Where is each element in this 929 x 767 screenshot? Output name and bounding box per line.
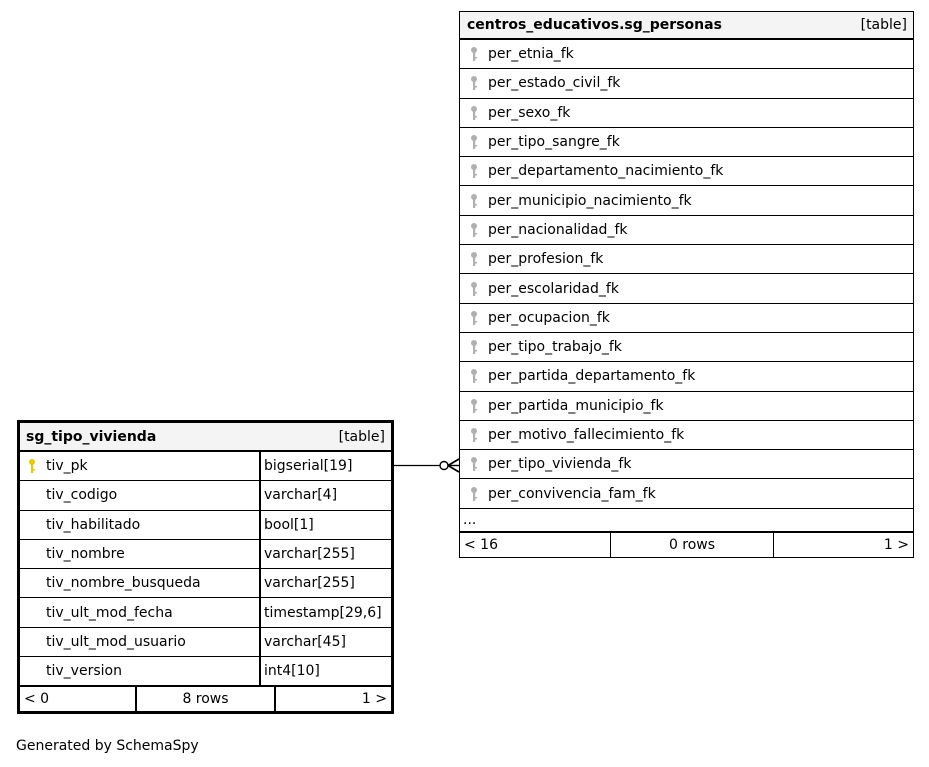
column-name: per_partida_municipio_fk [488, 397, 664, 414]
foreign-key-icon [468, 398, 480, 414]
table-footer [460, 533, 913, 557]
row-count: 0 rows [611, 533, 774, 557]
no-key-spacer [26, 663, 38, 679]
column-name: tiv_nombre [46, 546, 125, 563]
foreign-key-icon [468, 193, 480, 209]
column-row[interactable] [460, 186, 913, 215]
column-row[interactable] [460, 245, 913, 274]
generated-by-note: Generated by SchemaSpy [16, 738, 199, 754]
column-row[interactable] [20, 569, 391, 598]
column-row[interactable] [460, 450, 913, 479]
crows-foot-lower [448, 466, 459, 473]
child-count: 1 > [361, 691, 387, 708]
column-row[interactable] [20, 628, 391, 657]
foreign-key-icon [468, 46, 480, 62]
column-name: per_departamento_nacimiento_fk [488, 163, 724, 180]
column-name: tiv_version [46, 663, 122, 680]
column-row[interactable] [460, 421, 913, 450]
column-row[interactable] [20, 481, 391, 510]
column-row[interactable] [460, 304, 913, 333]
column-name: tiv_habilitado [46, 516, 141, 533]
column-name: per_municipio_nacimiento_fk [488, 192, 692, 209]
column-name-cell [20, 540, 261, 568]
column-row[interactable] [460, 274, 913, 303]
table-type-label: [table] [338, 428, 385, 445]
foreign-key-icon [468, 281, 480, 297]
no-key-spacer [26, 546, 38, 562]
column-name: tiv_codigo [46, 487, 118, 504]
zero-cardinality-circle [440, 462, 448, 470]
column-type: varchar[4] [264, 487, 338, 504]
column-name: tiv_ult_mod_fecha [46, 604, 173, 621]
foreign-key-icon [468, 456, 480, 472]
row-count: 8 rows [137, 687, 276, 711]
column-row[interactable] [460, 362, 913, 391]
foreign-key-icon [468, 368, 480, 384]
table-header [20, 423, 391, 452]
column-name-cell [20, 657, 261, 685]
column-name: per_tipo_sangre_fk [488, 134, 620, 151]
no-key-spacer [26, 517, 38, 533]
relationship-connector[interactable] [392, 455, 462, 477]
column-type: bool[1] [264, 516, 314, 533]
table-type-label: [table] [860, 17, 907, 33]
column-name: per_estado_civil_fk [488, 75, 621, 92]
table-title: centros_educativos.sg_personas [467, 17, 722, 33]
column-type: varchar[255] [264, 575, 355, 592]
column-row[interactable] [20, 657, 391, 686]
column-row[interactable] [460, 157, 913, 186]
column-type: varchar[45] [264, 633, 346, 650]
foreign-key-icon [468, 222, 480, 238]
column-name: per_tipo_vivienda_fk [488, 456, 632, 473]
table-header [460, 12, 913, 40]
column-type: varchar[255] [264, 546, 355, 563]
parent-count: < 16 [460, 533, 611, 557]
foreign-key-icon [468, 310, 480, 326]
foreign-key-icon [468, 251, 480, 267]
column-row[interactable] [460, 479, 913, 508]
column-row[interactable] [460, 128, 913, 157]
parent-count: < 0 [20, 687, 137, 711]
column-row[interactable] [20, 540, 391, 569]
table-title: sg_tipo_vivienda [26, 428, 157, 445]
column-name-cell [20, 511, 261, 539]
foreign-key-icon [468, 134, 480, 150]
no-key-spacer [26, 575, 38, 591]
column-name: per_escolaridad_fk [488, 280, 619, 297]
crows-foot-upper [448, 459, 459, 466]
column-row[interactable] [20, 598, 391, 627]
column-name: tiv_pk [46, 458, 88, 475]
column-name-cell [20, 628, 261, 656]
column-row[interactable] [20, 511, 391, 540]
foreign-key-icon [468, 339, 480, 355]
foreign-key-icon [468, 486, 480, 502]
column-name-cell [20, 481, 261, 509]
more-columns-indicator: ... [460, 509, 913, 533]
column-row[interactable] [460, 40, 913, 69]
column-name-cell [20, 598, 261, 626]
column-name: tiv_nombre_busqueda [46, 575, 201, 592]
column-row[interactable] [460, 99, 913, 128]
column-name: per_etnia_fk [488, 46, 574, 63]
column-name: per_tipo_trabajo_fk [488, 339, 622, 356]
column-row[interactable] [460, 69, 913, 98]
column-row[interactable] [460, 392, 913, 421]
child-count: 1 > [883, 536, 909, 553]
column-name: per_partida_departamento_fk [488, 368, 696, 385]
column-name: per_profesion_fk [488, 251, 604, 268]
column-name: tiv_ult_mod_usuario [46, 633, 186, 650]
foreign-key-icon [468, 427, 480, 443]
foreign-key-icon [468, 105, 480, 121]
column-type: bigserial[19] [264, 458, 353, 475]
column-name: per_convivencia_fam_fk [488, 485, 656, 502]
foreign-key-icon [468, 75, 480, 91]
column-row[interactable] [460, 333, 913, 362]
foreign-key-icon [468, 163, 480, 179]
column-row[interactable] [460, 216, 913, 245]
table-footer [20, 686, 391, 711]
column-name: per_motivo_fallecimiento_fk [488, 427, 685, 443]
primary-key-icon [26, 458, 38, 474]
no-key-spacer [26, 487, 38, 503]
column-name-cell [20, 452, 261, 480]
column-name: per_nacionalidad_fk [488, 221, 628, 238]
table-sg-personas[interactable] [459, 11, 914, 558]
no-key-spacer [26, 634, 38, 650]
table-sg-tipo-vivienda[interactable] [17, 420, 394, 714]
column-row[interactable] [20, 452, 391, 481]
column-type: timestamp[29,6] [264, 604, 382, 621]
column-type: int4[10] [264, 663, 320, 680]
column-name-cell [20, 569, 261, 597]
no-key-spacer [26, 605, 38, 621]
column-name: per_sexo_fk [488, 104, 571, 121]
column-name: per_ocupacion_fk [488, 309, 610, 326]
